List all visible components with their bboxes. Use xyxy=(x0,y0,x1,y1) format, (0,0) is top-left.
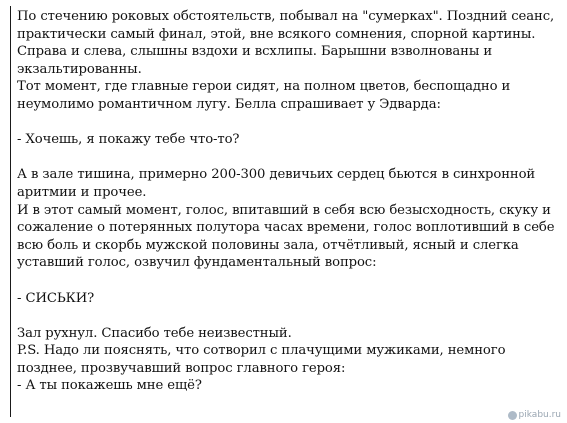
paragraph-gap xyxy=(17,307,563,325)
text-line: неумолимо романтичном лугу. Белла спрашивает у Эдварда: xyxy=(17,96,441,112)
text-line: позднее, прозвучавший вопрос главного героя: xyxy=(17,360,346,376)
text-line: сожаление о потерянных полутора часах времени, голос воплотивший в себе xyxy=(17,220,555,236)
text-line: всю боль и скорбь мужской половины зала, отчётливый, ясный и слегка xyxy=(17,237,519,253)
text-line: экзальтированны. xyxy=(17,61,142,77)
text-line: Справа и слева, слышны вздохи и всхлипы. Барышни взволнованы и xyxy=(17,44,493,60)
watermark xyxy=(508,410,561,420)
story-text xyxy=(17,8,563,395)
text-line: аритмии и прочее. xyxy=(17,184,147,200)
pikabu-logo-icon xyxy=(508,411,517,420)
text-line: Зал рухнул. Спасибо тебе неизвестный. xyxy=(17,325,292,341)
text-line: И в этот самый момент, голос, впитавший в себя всю безысходность, скуку и xyxy=(17,202,551,218)
watermark-text: pikabu.ru xyxy=(518,410,561,420)
paragraph-gap xyxy=(17,149,563,167)
text-line: - А ты покажешь мне ещё? xyxy=(17,378,202,394)
paragraph-gap xyxy=(17,272,563,290)
paragraph-gap xyxy=(17,114,563,132)
text-line: - Хочешь, я покажу тебе что-то? xyxy=(17,132,240,148)
text-line: P.S. Надо ли пояснять, что сотворил с плачущими мужиками, немного xyxy=(17,343,506,359)
left-margin-rule xyxy=(10,6,11,417)
text-line: уставший голос, озвучил фундаментальный вопрос: xyxy=(17,255,377,271)
text-line: Тот момент, где главные герои сидят, на полном цветов, беспощадно и xyxy=(17,79,511,95)
text-line: практически самый финал, этой, вне всякого сомнения, спорной картины. xyxy=(17,26,536,42)
text-line: А в зале тишина, примерно 200-300 девичьих сердец бьются в синхронной xyxy=(17,167,536,183)
text-line: По стечению роковых обстоятельств, побывал на "сумерках". Поздний сеанс, xyxy=(17,9,555,24)
text-line: - СИСЬКИ? xyxy=(17,290,95,306)
